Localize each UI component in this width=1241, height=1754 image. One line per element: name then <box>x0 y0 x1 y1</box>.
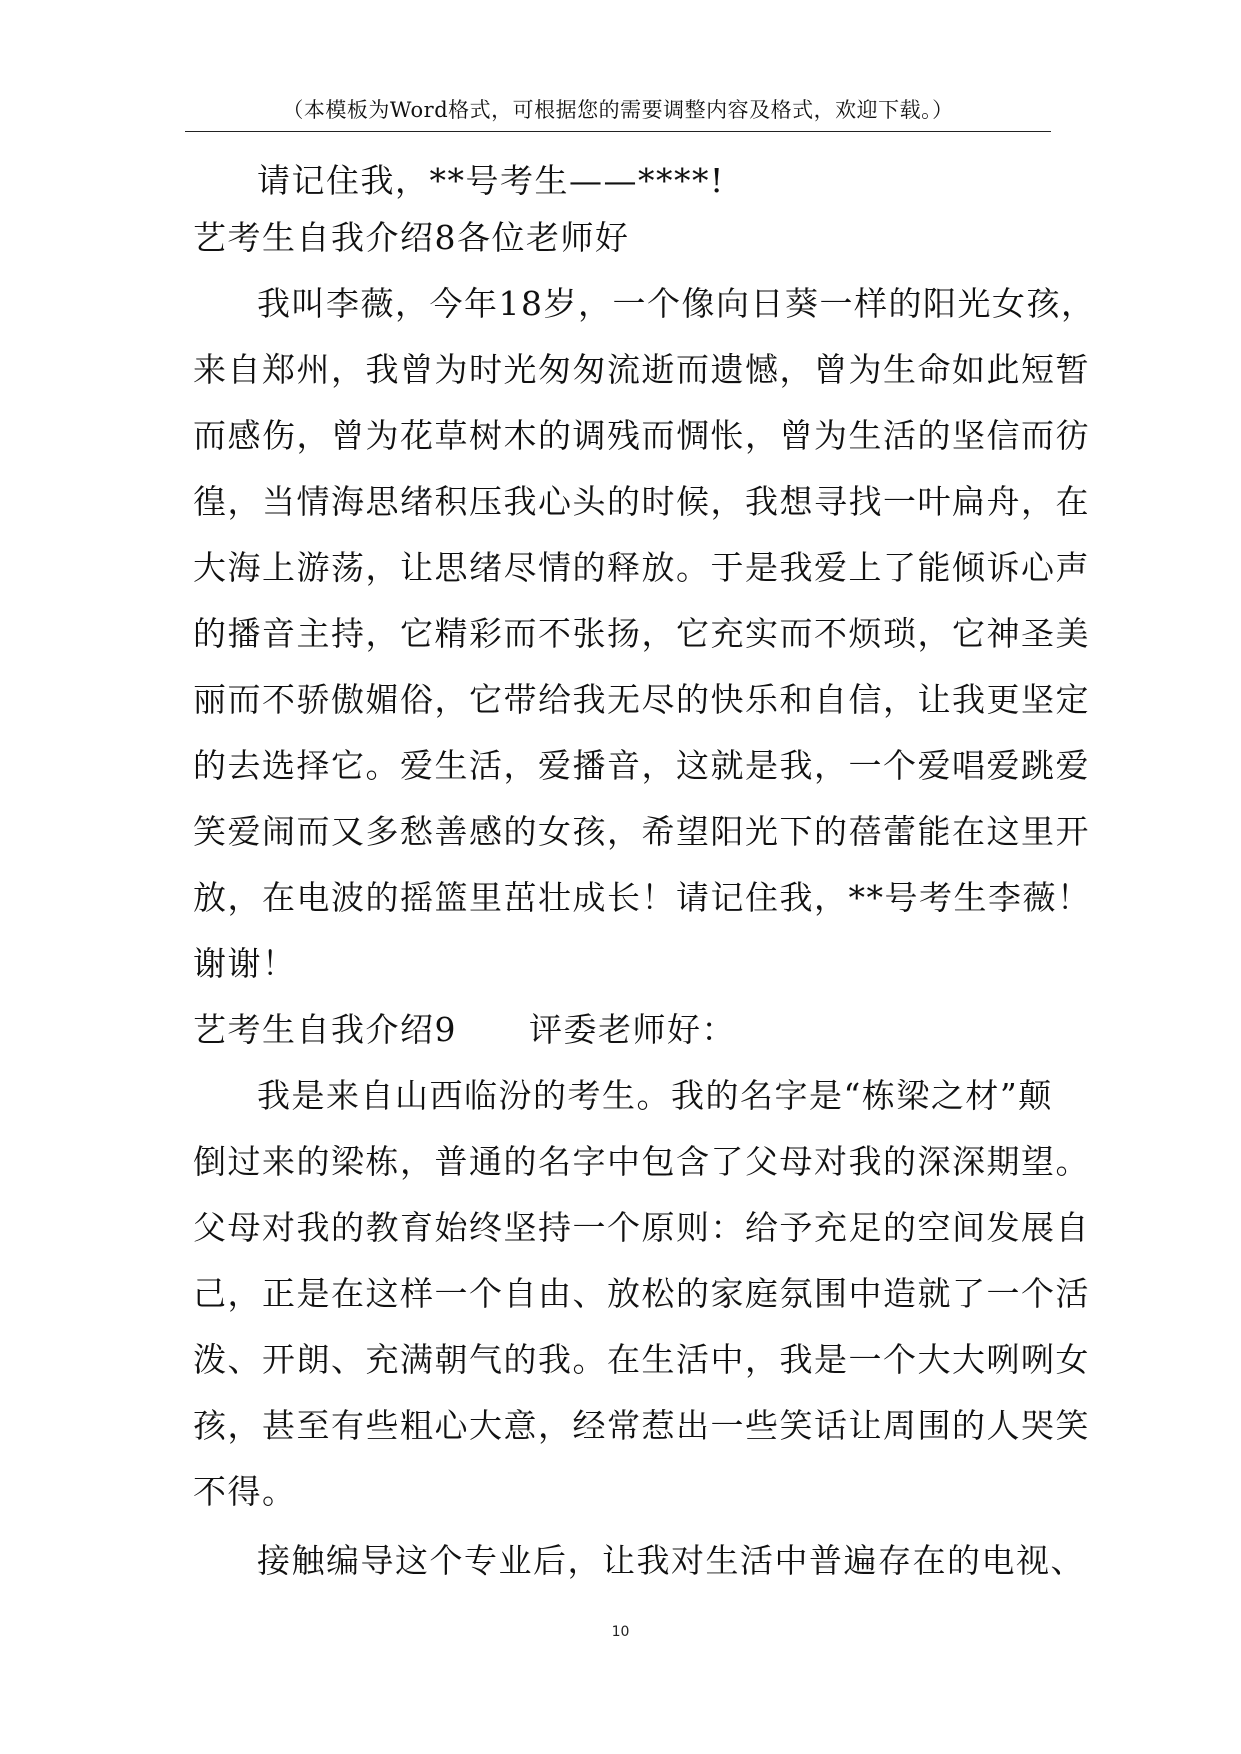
text-line: 己，正是在这样一个自由、放松的家庭氛围中造就了一个活 <box>193 1274 1090 1313</box>
text-line: 接触编导这个专业后，让我对生活中普遍存在的电视、 <box>257 1541 1085 1580</box>
text-line: 徨，当情海思绪积压我心头的时候，我想寻找一叶扁舟，在 <box>193 482 1090 521</box>
text-line: 来自郑州，我曾为时光匆匆流逝而遗憾，曾为生命如此短暂 <box>193 350 1090 389</box>
text-line: 不得。 <box>193 1472 297 1511</box>
text-line: 放，在电波的摇篮里茁壮成长！请记住我，**号考生李薇！ <box>193 878 1092 917</box>
text-line: 请记住我，**号考生——****! <box>257 161 725 200</box>
section-title: 艺考生自我介绍9 <box>193 1010 457 1049</box>
text-line: 孩，甚至有些粗心大意，经常惹出一些笑话让周围的人哭笑 <box>193 1406 1090 1445</box>
text-line: 大海上游荡，让思绪尽情的释放。于是我爱上了能倾诉心声 <box>193 548 1090 587</box>
section-heading-9 <box>193 997 736 1063</box>
text-line: 的播音主持，它精彩而不张扬，它充实而不烦琐，它神圣美 <box>193 614 1090 653</box>
page-number: 10 <box>611 1624 630 1640</box>
section-greeting: 评委老师好： <box>529 1010 736 1049</box>
text-line: 泼、开朗、充满朝气的我。在生活中，我是一个大大咧咧女 <box>193 1340 1090 1379</box>
text-line: 笑爱闹而又多愁善感的女孩，希望阳光下的蓓蕾能在这里开 <box>193 812 1090 851</box>
text-line: 父母对我的教育始终坚持一个原则：给予充足的空间发展自 <box>193 1208 1090 1247</box>
text-line: 我叫李薇，今年18岁，一个像向日葵一样的阳光女孩， <box>257 284 1096 323</box>
text-line: 的去选择它。爱生活，爱播音，这就是我，一个爱唱爱跳爱 <box>193 746 1090 785</box>
section-heading-8: 艺考生自我介绍8各位老师好 <box>193 218 630 257</box>
text-line: 而感伤，曾为花草树木的调残而惆怅，曾为生活的坚信而彷 <box>193 416 1090 455</box>
header-note: （本模板为Word格式，可根据您的需要调整内容及格式，欢迎下载。） <box>282 98 954 122</box>
text-line: 谢谢！ <box>193 944 297 983</box>
text-line: 丽而不骄傲媚俗，它带给我无尽的快乐和自信，让我更坚定 <box>193 680 1090 719</box>
header-rule <box>185 131 1051 132</box>
text-line: 我是来自山西临汾的考生。我的名字是“栋梁之材”颠 <box>257 1076 1053 1115</box>
text-line: 倒过来的梁栋，普通的名字中包含了父母对我的深深期望。 <box>193 1142 1090 1181</box>
